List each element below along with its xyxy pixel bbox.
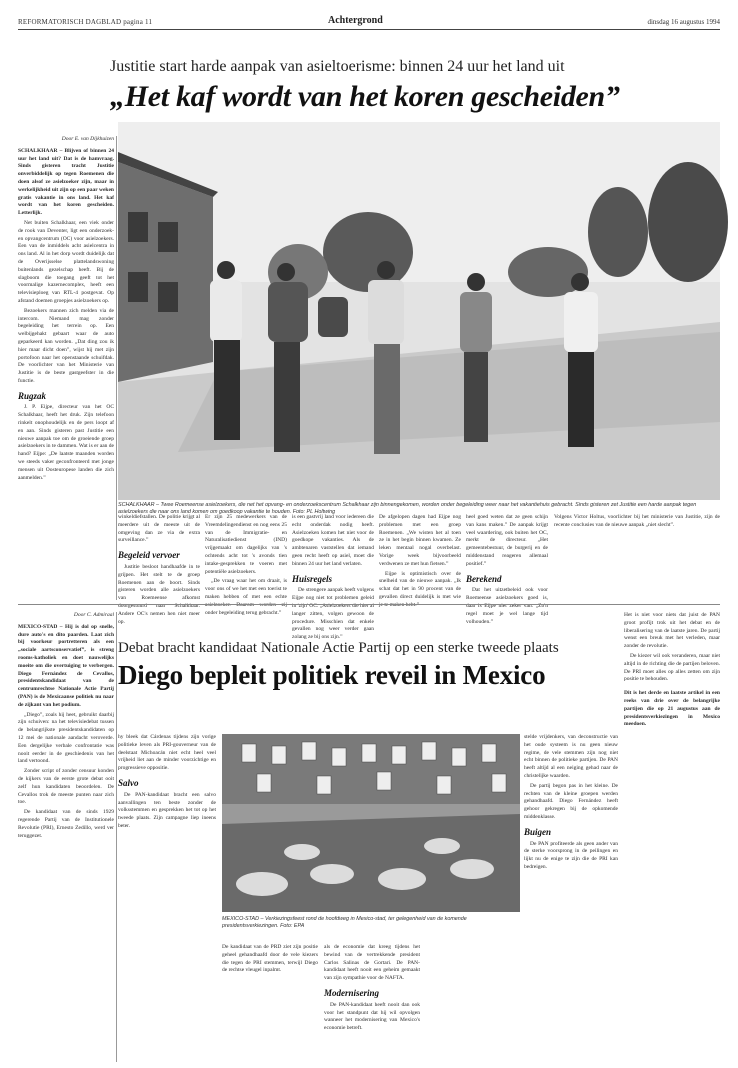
article2-photo-caption: MEXICO-STAD – Verkiezingsfeest rond de hoofdweg in Mexico-stad, ter gelegenheid van de komende presidentsverkiezingen. Foto: EPA (222, 916, 467, 930)
article2-series-note: Dit is het derde en laatste artikel in een reeks van drie over de belangrijke partijen die op 21 augustus aan de presidentsverkiezingen in Mexico meedoen. (624, 690, 720, 728)
article1-column-7-continued (554, 514, 720, 602)
article1-headline: „Het kaf wordt van het koren gescheiden” (110, 80, 620, 113)
article2-paragraph: als de economie dat kreeg tijdens het bewind van de vertrekkende president Carlos Salinas de Gortari. De PAN-kandidaat heeft nooit een geheim gemaakt van zijn sympathie voor de NAFTA. (324, 944, 420, 982)
schalkhaar-photo-illustration (118, 122, 720, 500)
article1-paragraph: Er zijn 25 medewerkers van de Vreemdelingendienst en nog eens 25 van de Immigratie- en Naturalisatiedienst (IND) vrijgemaakt om dagelijks van 's ochtends acht tot 's avonds tien intake-gesprekken te voeren met potentiële asielzoekers. (205, 514, 287, 575)
article2-paragraph: De PAN-kandidaat heeft nooit dan ook voor het standpunt dat hij wil opvolgen wanneer het modernisering van Mexico's economie betreft. (324, 1001, 420, 1032)
article2-paragraph: De kandidaat van de PRD ziet zijn positie geheel gehandhaafd door de vele kiezers die tegen de PRI stemmen, terwijl Diego de rechtse vleugel inpalmt. (222, 944, 318, 974)
article1-column-1 (18, 136, 114, 602)
article1-column-5 (379, 514, 461, 608)
article1-subhead-huisregels: Huisregels (292, 573, 333, 584)
article1-paragraph: De afgelopen dagen had Eijpe nog problemen met een groep Roemenen. „We wisten het al toen ze in het begin binnen kwamen. Ze leken mentaal nogal overbelast. Vorige week bijvoorbeeld verdwenen ze met hun fietsen.” (379, 514, 461, 567)
article1-column-4 (292, 514, 374, 641)
article2-headline: Diego bepleit politiek reveil in Mexico (118, 660, 546, 690)
article1-kicker: Justitie start harde aanpak van asieltoerisme: binnen 24 uur het land uit (110, 58, 565, 75)
article1-paragraph: Bezoekers mannen zich melden via de intercom. Niemand mag zonder begeleiding het terrein op. Een welbijgehakt gebaart waar de auto geparkeerd kan worden. „Dat ding zou ik hier maar dicht doen”, wijst hij met zijn portofoon naar het openstaande schuifdak. De voorlichter van het Ministerie van Justitie is de beste gastgeefster in die functie. (18, 307, 114, 384)
article1-column-3 (205, 514, 287, 616)
article1-lead: SCHALKHAAR – Blijven of binnen 24 uur het land uit? Dat is de hamvraag. Sinds gisteren tracht Justitie onverbiddelijk op tegen Roemenen die doen alsof ze asielzoeker zijn, maar in werkelijkheid uit zijn op een paar weken gratis vakantie in ons land. Het kaf wordt van het koren gescheiden. Letterlijk. (18, 147, 114, 217)
article1-paragraph: Eijpe is optimistisch over de snelheid van de nieuwe aanpak. „Ik schat dat het in 90 procent van de gevallen direct duidelijk is met wie je te maken hebt.” (379, 570, 461, 608)
article2-subhead-salvo: Salvo (118, 777, 139, 788)
mexico-street-photo-illustration (222, 734, 520, 912)
article2-byline: Door C. Admiraal (73, 612, 114, 618)
article2-paragraph: Zonder script of zonder censuur konden de kijkers van de eerste grote debat ooit zelf hun kandidaten beoordelen. De Cevallos trok de meeste punten naar zich toe. (18, 768, 114, 806)
article1-photo-caption: SCHALKHAAR – Twee Roemeense asielzoekers, die net het opvang- en onderzoekscentrum Schalkhaar zijn binnengekomen, worden onder begeleiding weer naar het vakantiehuis gebracht. Sinds gisteren zet Justitie een harde aanpak tegen asielzoekers die naar ons land komen om goedkoop vakantie te houden. Foto: PL Holtwing (118, 502, 697, 516)
article1-column-2 (118, 514, 200, 625)
article1-column-6 (466, 514, 548, 625)
article2-column-4 (324, 944, 420, 1062)
article1-paragraph: winkeldiefstallen. De politie krijgt al meerdere uit de meeste uit de omgeving dan ze via de extra surveillance.” (118, 514, 200, 544)
article2-paragraph: De partij begon pas in het kleine. De rechten van de kleine groepen werden gehandhaafd. Diego Fernández heeft gehoor gekregen bij de opkomende middenklasse. (524, 782, 618, 820)
article1-paragraph: Net buiten Schalkhaar, een viek onder de rook van Deventer, ligt een onderzoek- en opvangcentrum (OC) voor asielzoekers. Een van de inmiddels acht asielcentra in ons land. Al in het dorp wordt duidelijk dat de Overijsselse plattelandswoning buitenlands gezelschap heeft. Bij de slagboom die toegang geeft tot het voormalige kazernecomplex, heeft een televisieploeg van RTL-4 postgevat. Op afstand doemen groepjes asielzoekers op. (18, 219, 114, 304)
article1-subhead-begeleid: Begeleid vervoer (118, 550, 180, 561)
article1-paragraph: De strengere aanpak heeft volgens Eijpe nog niet tot problemen geleid in 'zijn' OC. „Asielzoekers die hier al langer zitten, volgen gewoon de procedure. Misschien dat enkele gevallen nog weer verder gaan zolang ze bij ons zijn.” (292, 587, 374, 641)
article2-column-3 (222, 944, 318, 1062)
publication-date: dinsdag 16 augustus 1994 (647, 18, 720, 26)
article1-photo (118, 122, 720, 500)
article2-column-6 (624, 612, 720, 1062)
article1-paragraph: Dat het uitzetbeleid ook voor Roemeense asielzoekers goed is, daar is Eijpe niet zeker van. „Zo'n regel moet je wel lange tijd volhouden.” (466, 587, 548, 625)
article2-subhead-buigen: Buigen (524, 826, 552, 837)
article2-paragraph: De kiezer wil ook veranderen, maar niet altijd in de richting die de partijen beloven. De PRI moet alles op alles zetten om zijn positie te behouden. (624, 652, 720, 683)
article2-column-5 (524, 734, 618, 1062)
article2-paragraph: stelde vrijdenkers, van deconstructie van het oude systeem is nu geen nieuw regime, de vele stemmen zijn nog niet echt binnen de politieke partijen. De PAN heeft altijd al een neiging gehad naar de christelijke waarden. (524, 734, 618, 779)
article1-paragraph: Volgens Victor Holtus, voorlichter bij het ministerie van Justitie, zijn de recente conclusies van de nieuwe aanpak „niet slecht”. (554, 514, 720, 528)
article2-paragraph: hy bleek dat Cárdenas tijdens zijn vorige politieke leven als PRI-gouverneur van de deelstaat Michoacán niet echt heel veel vrijheid liet aan de minder voorzichtige en progressieve oppositie. (118, 734, 216, 772)
article1-byline: Door E. van Dijkhuizen (61, 136, 114, 142)
article2-lead: MEXICO-STAD – Hij is dol op snelle, dure auto's en dito paarden. Laat zich bij voorkeur portretteren als een „sociale aartsconservatief”, is streng rooms-katholiek en doet nauwelijks moeite om die overtuiging te verbergen. Diego Fernández de Cevallos, presidentskandidaat van de centrumrechtse Nationale Actie Partij (PAN) is de Mexicaanse politiek nu naar de zijkant van het podium. (18, 623, 114, 708)
article1-subhead-berekend: Berekend (466, 573, 502, 584)
article2-column-1 (18, 612, 114, 1062)
article1-subhead-rugzak: Rugzak (18, 390, 47, 401)
article2-photo (222, 734, 520, 912)
article2-paragraph: Het is niet voor niets dat juist de PAN groot profijt trok uit het debat en de liberalisering van de laatste jaren. De partij wenst een breuk met het verleden, maar zonder de revolutie. (624, 612, 720, 650)
article2-subhead-modernisering: Modernisering (324, 987, 380, 998)
article2-paragraph: „Diego”, zoals hij heet, gebruikt daarbij zijn schuiven: na het televisiedebat tussen de belangrijkste presidentskandidaten op 12 mei de nationale aandacht veroverde. Een dergelijke verbale confrontatie was nooit eerder in de geschiedenis van het land vertoond. (18, 711, 114, 765)
article2-column-2 (118, 734, 216, 1062)
article2-paragraph: De PAN profiteerde als geen ander van de sterke voorsprong in de peilingen en lijkt nu de enige te zijn die de PRI kan bedreigen. (524, 840, 618, 870)
section-title: Achtergrond (328, 15, 383, 26)
header-rule (18, 29, 720, 30)
article1-paragraph: J. P. Eijpe, directeur van het OC Schalkhaar, heeft het druk. Zijn telefoon rinkelt onophoudelijk en de pers loopt af en aan. Sinds gisteren past Justitie een nieuwe aanpak toe om de groeiende groep asielzoekers in te dammen. Wat is er aan de hand? Eijpe: „De laatste maanden worden we steeds vaker geconfronteerd met jonge mensen uit Oosteuropese landen die zich aanmelden.” (18, 404, 114, 481)
article-divider (18, 604, 720, 605)
article2-paragraph: De kandidaat van de sinds 1929 regerende Partij van de Institutionele Revolutie (PRI), Ernesto Zedillo, werd ver teruggezet. (18, 809, 114, 839)
article1-paragraph: is een gastvrij land voor iedereen die echt onderdak nodig heeft. Asielzoeken komen het niet voor de goedkope vakanties. Als de ambtenaren vaststellen dat iemand geen recht heeft op asiel, moet die binnen 24 uur het land verlaten. (292, 514, 374, 567)
article1-paragraph: Justitie besloot handhaafde in te grijpen. Het stelt te de groep Roemenen aan de boort. Sinds gisteren worden alle asielzoekers van Roemeense afkomst doorgestuurd naar Schalkhaar. Andere OC's nemen hen niet meer op. (118, 563, 200, 625)
column-divider (116, 136, 117, 600)
article2-kicker: Debat bracht kandidaat Nationale Actie Partij op een sterke tweede plaats (118, 640, 559, 656)
article1-paragraph: heel goed weten dat ze geen schijn van kans maken.” De aanpak krijgt veel waardering, ook buiten het OC, merkt de directeur. „Het gemeentebestuur, de burgerij en de middenstand reageren allemaal positief.” (466, 514, 548, 567)
newspaper-name: REFORMATORISCH DAGBLAD pagina 11 (18, 18, 153, 26)
article1-paragraph: „De vraag waar het om draait, is voor ons of we het met een toerist te maken hebben of met een echte asielzoeker. Daarom worden zij onder begeleiding terug gebracht.” (205, 578, 287, 616)
article2-paragraph: De PAN-kandidaat bracht een salvo aanvallingen ten beste zonder de volksstemmen en gesprekken het tot op het tweede plaats. Zijn campagne liep ineens beter. (118, 791, 216, 829)
column-divider (116, 612, 117, 1062)
